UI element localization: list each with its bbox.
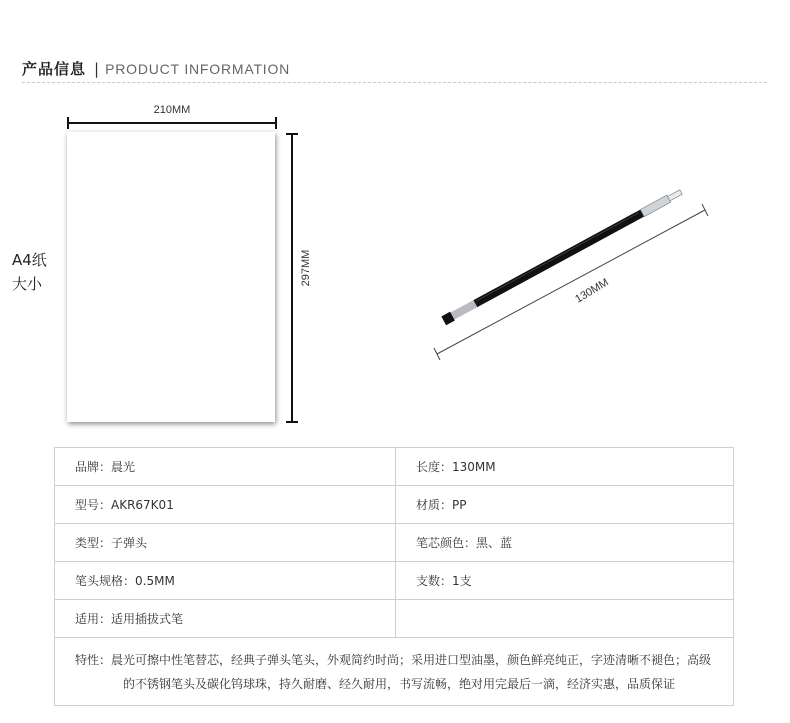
table-row <box>55 638 734 706</box>
table-row <box>55 562 734 600</box>
pen-refill-image <box>420 180 720 370</box>
spec-model: 型号：AKR67K01 <box>55 486 396 524</box>
refill-transparent-head <box>640 195 670 216</box>
pen-length-dimension-line <box>434 204 708 360</box>
paper-size-caption-line2: 大小 <box>12 275 43 293</box>
spec-ink-color: 笔芯颜色：黑、蓝 <box>396 524 734 562</box>
section-title-en: PRODUCT INFORMATION <box>105 61 291 77</box>
refill-tip <box>668 190 683 201</box>
spec-brand: 品牌：晨光 <box>55 448 396 486</box>
spec-features: 特性：晨光可擦中性笔替芯，经典子弹头笔头，外观简约时尚；采用进口型油墨，颜色鲜亮纯正，字迹清晰不褪色；高级的不锈钢笔头及碳化钨球珠，持久耐磨、经久耐用，书写流畅，绝对用完最后一滴，经济实惠，品质保证 <box>75 652 712 691</box>
spec-compatible: 适用：适用插拔式笔 <box>55 600 396 638</box>
dimension-line <box>67 122 277 124</box>
paper-size-caption-line1: A4纸 <box>12 251 47 269</box>
paper-size-caption <box>12 248 47 296</box>
section-title-cn: 产品信息 <box>22 60 87 78</box>
spec-table <box>54 447 734 706</box>
table-row <box>55 486 734 524</box>
dimension-tick <box>275 117 277 129</box>
spec-type: 类型：子弹头 <box>55 524 396 562</box>
paper-height-label: 297MM <box>300 249 312 287</box>
pen-refill-body <box>441 188 683 326</box>
dimension-tick <box>286 421 298 423</box>
paper-width-label: 210MM <box>153 104 191 116</box>
refill-transparent-tail <box>451 300 478 319</box>
pen-length-label: 130MM <box>573 276 611 306</box>
paper-height-dimension-line <box>286 133 298 423</box>
spec-material: 材质：PP <box>396 486 734 524</box>
spec-quantity: 支数：1支 <box>396 562 734 600</box>
refill-ink-tube <box>473 209 644 307</box>
table-row <box>55 600 734 638</box>
paper-width-dimension-line <box>67 117 277 129</box>
title-separator: | <box>94 60 100 78</box>
a4-paper-image <box>67 132 275 422</box>
header-divider <box>22 82 767 83</box>
spec-feature-cell <box>55 638 734 706</box>
table-row <box>55 448 734 486</box>
spec-length: 长度：130MM <box>396 448 734 486</box>
table-row <box>55 524 734 562</box>
dimension-line <box>291 133 293 423</box>
section-header <box>22 58 290 80</box>
spec-empty-cell <box>396 600 734 638</box>
spec-tip-size: 笔头规格：0.5MM <box>55 562 396 600</box>
